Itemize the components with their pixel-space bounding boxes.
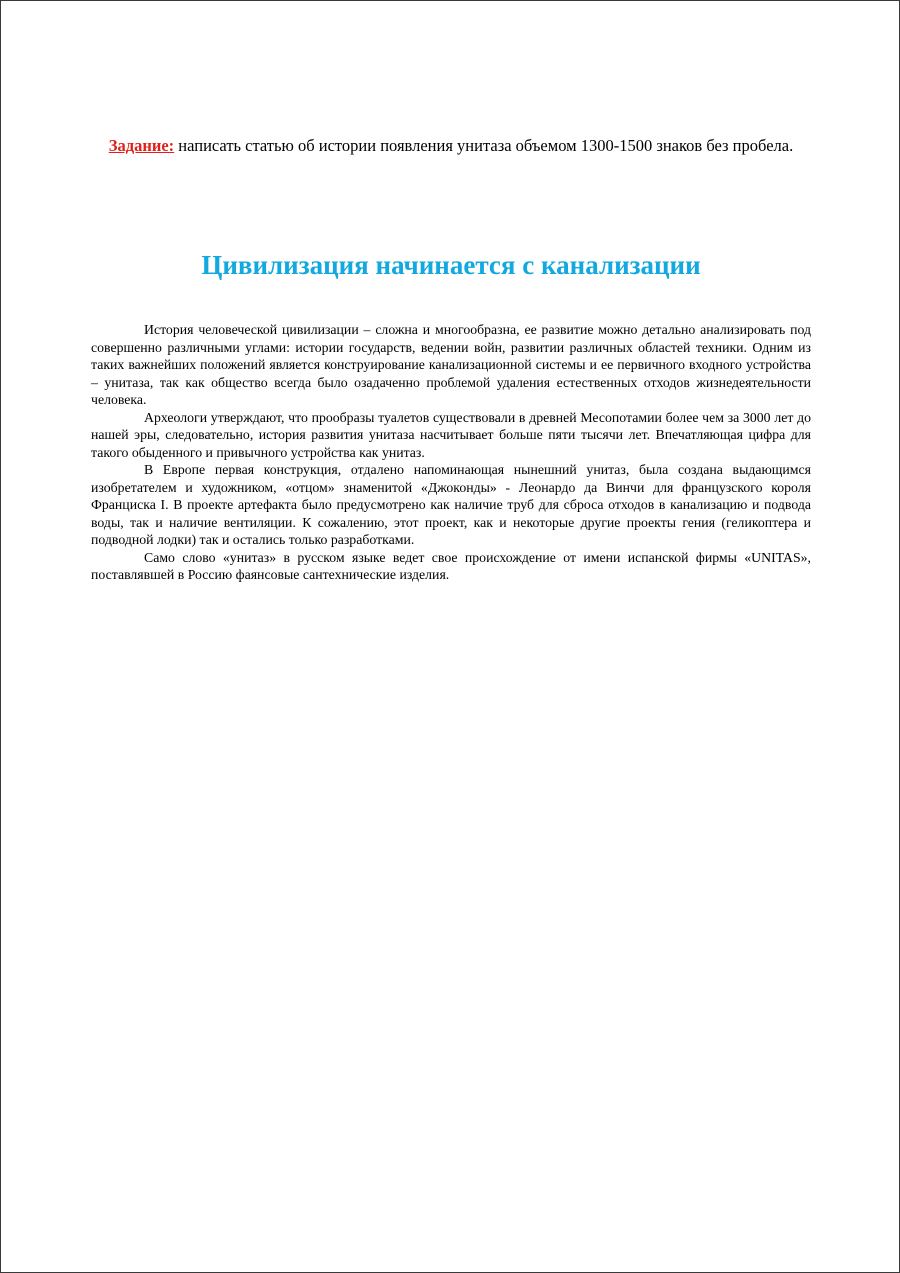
article-paragraph: Само слово «унитаз» в русском языке ведет свое происхождение от имени испанской фирмы «UNITAS», поставлявшей в Россию фаянсовые сантехнические изделия. xyxy=(91,549,811,582)
article-body xyxy=(91,321,811,584)
article-paragraph: Археологи утверждают, что прообразы туалетов существовали в древней Месопотамии более чем за 3000 лет до нашей эры, следовательно, история развития унитаза насчитывает больше пяти тысячи лет. Впечатляющая цифра для такого обыденного и привычного устройства как унитаз. xyxy=(91,409,811,460)
article-paragraph: История человеческой цивилизации – сложна и многообразна, ее развитие можно детально анализировать под совершенно различными углами: истории государств, ведении войн, развитии различных областей техники. Одним из таких важнейших положений является конструирование канализационной системы и ее первичного входного устройства – унитаза, так как общество всегда было озадаченно проблемой удаления естественных отходов жизнедеятельности человека. xyxy=(91,322,811,407)
article-title: Цивилизация начинается с канализации xyxy=(201,250,701,280)
article-paragraph: В Европе первая конструкция, отдалено напоминающая нынешний унитаз, была создана выдающимся изобретателем и художником, «отцом» знаменитой «Джоконды» - Леонардо да Винчи для французского короля Франциска I. В проекте артефакта было предусмотрено как наличие труб для сброса отходов в канализацию и подвода воды, так и наличие вентиляции. К сожалению, этот проект, как и некоторые другие проекты гения (геликоптера и подводной лодки) так и остались только разработками. xyxy=(91,462,811,547)
task-statement xyxy=(96,136,806,155)
task-text: написать статью об истории появления унитаза объемом 1300-1500 знаков без пробела. xyxy=(174,136,794,155)
task-label: Задание: xyxy=(108,136,175,155)
